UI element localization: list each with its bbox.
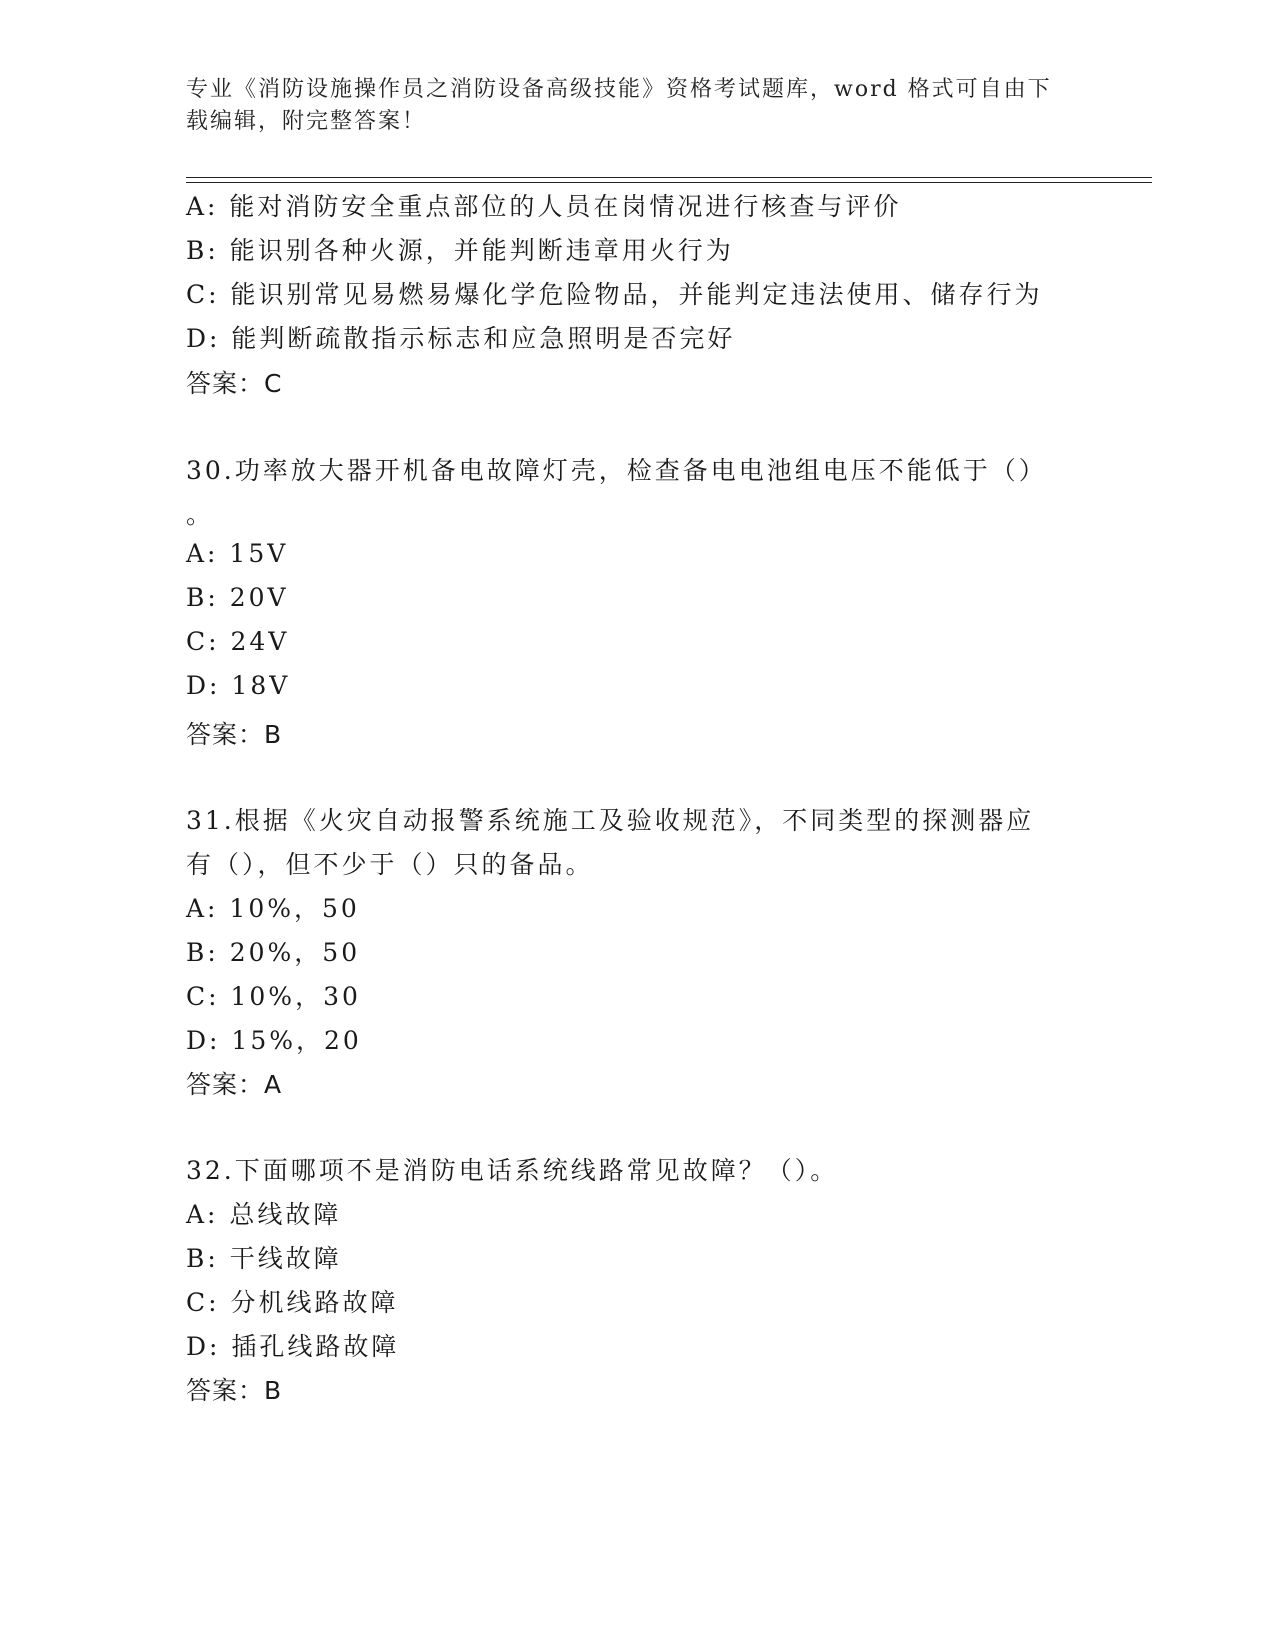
q30-option-a: A: 15V — [186, 539, 289, 568]
q32-option-a: A: 总线故障 — [186, 1200, 342, 1229]
header-line-1: 专业《消防设施操作员之消防设备高级技能》资格考试题库，word 格式可自由下 — [186, 77, 1052, 102]
q31-option-a: A: 10%，50 — [186, 894, 360, 923]
q30-answer: 答案：B — [186, 720, 283, 749]
q31-stem-line-1: 31.根据《火灾自动报警系统施工及验收规范》，不同类型的探测器应 — [186, 806, 1035, 835]
q30-option-d: D: 18V — [186, 671, 291, 700]
q30-stem-line-1: 30.功率放大器开机备电故障灯壳，检查备电电池组电压不能低于（） — [186, 456, 1047, 485]
q29-answer: 答案：C — [186, 369, 283, 398]
q32-option-b: B: 干线故障 — [186, 1244, 342, 1273]
header-divider-bottom — [186, 182, 1152, 183]
q32-option-c: C: 分机线路故障 — [186, 1288, 399, 1317]
q32-stem-line-1: 32.下面哪项不是消防电话系统线路常见故障？（）。 — [186, 1156, 839, 1185]
q29-option-b: B: 能识别各种火源，并能判断违章用火行为 — [186, 236, 734, 265]
document-header — [186, 74, 1066, 138]
header-divider-top — [186, 177, 1152, 178]
q30-option-c: C: 24V — [186, 627, 290, 656]
q31-option-c: C: 10%，30 — [186, 982, 361, 1011]
q32-answer: 答案：B — [186, 1376, 283, 1405]
q29-option-a: A: 能对消防安全重点部位的人员在岗情况进行核查与评价 — [186, 192, 902, 221]
q32-option-d: D: 插孔线路故障 — [186, 1332, 400, 1361]
q31-answer: 答案：A — [186, 1070, 283, 1099]
q30-option-b: B: 20V — [186, 583, 289, 612]
q31-option-b: B: 20%，50 — [186, 938, 361, 967]
q31-stem-line-2: 有（），但不少于（）只的备品。 — [186, 850, 594, 879]
q31-option-d: D: 15%，20 — [186, 1026, 362, 1055]
header-line-2: 载编辑，附完整答案！ — [186, 109, 427, 134]
q29-option-c: C: 能识别常见易燃易爆化学危险物品，并能判定违法使用、储存行为 — [186, 280, 1043, 309]
q29-option-d: D: 能判断疏散指示标志和应急照明是否完好 — [186, 324, 736, 353]
q30-stem-line-2: 。 — [186, 500, 215, 529]
